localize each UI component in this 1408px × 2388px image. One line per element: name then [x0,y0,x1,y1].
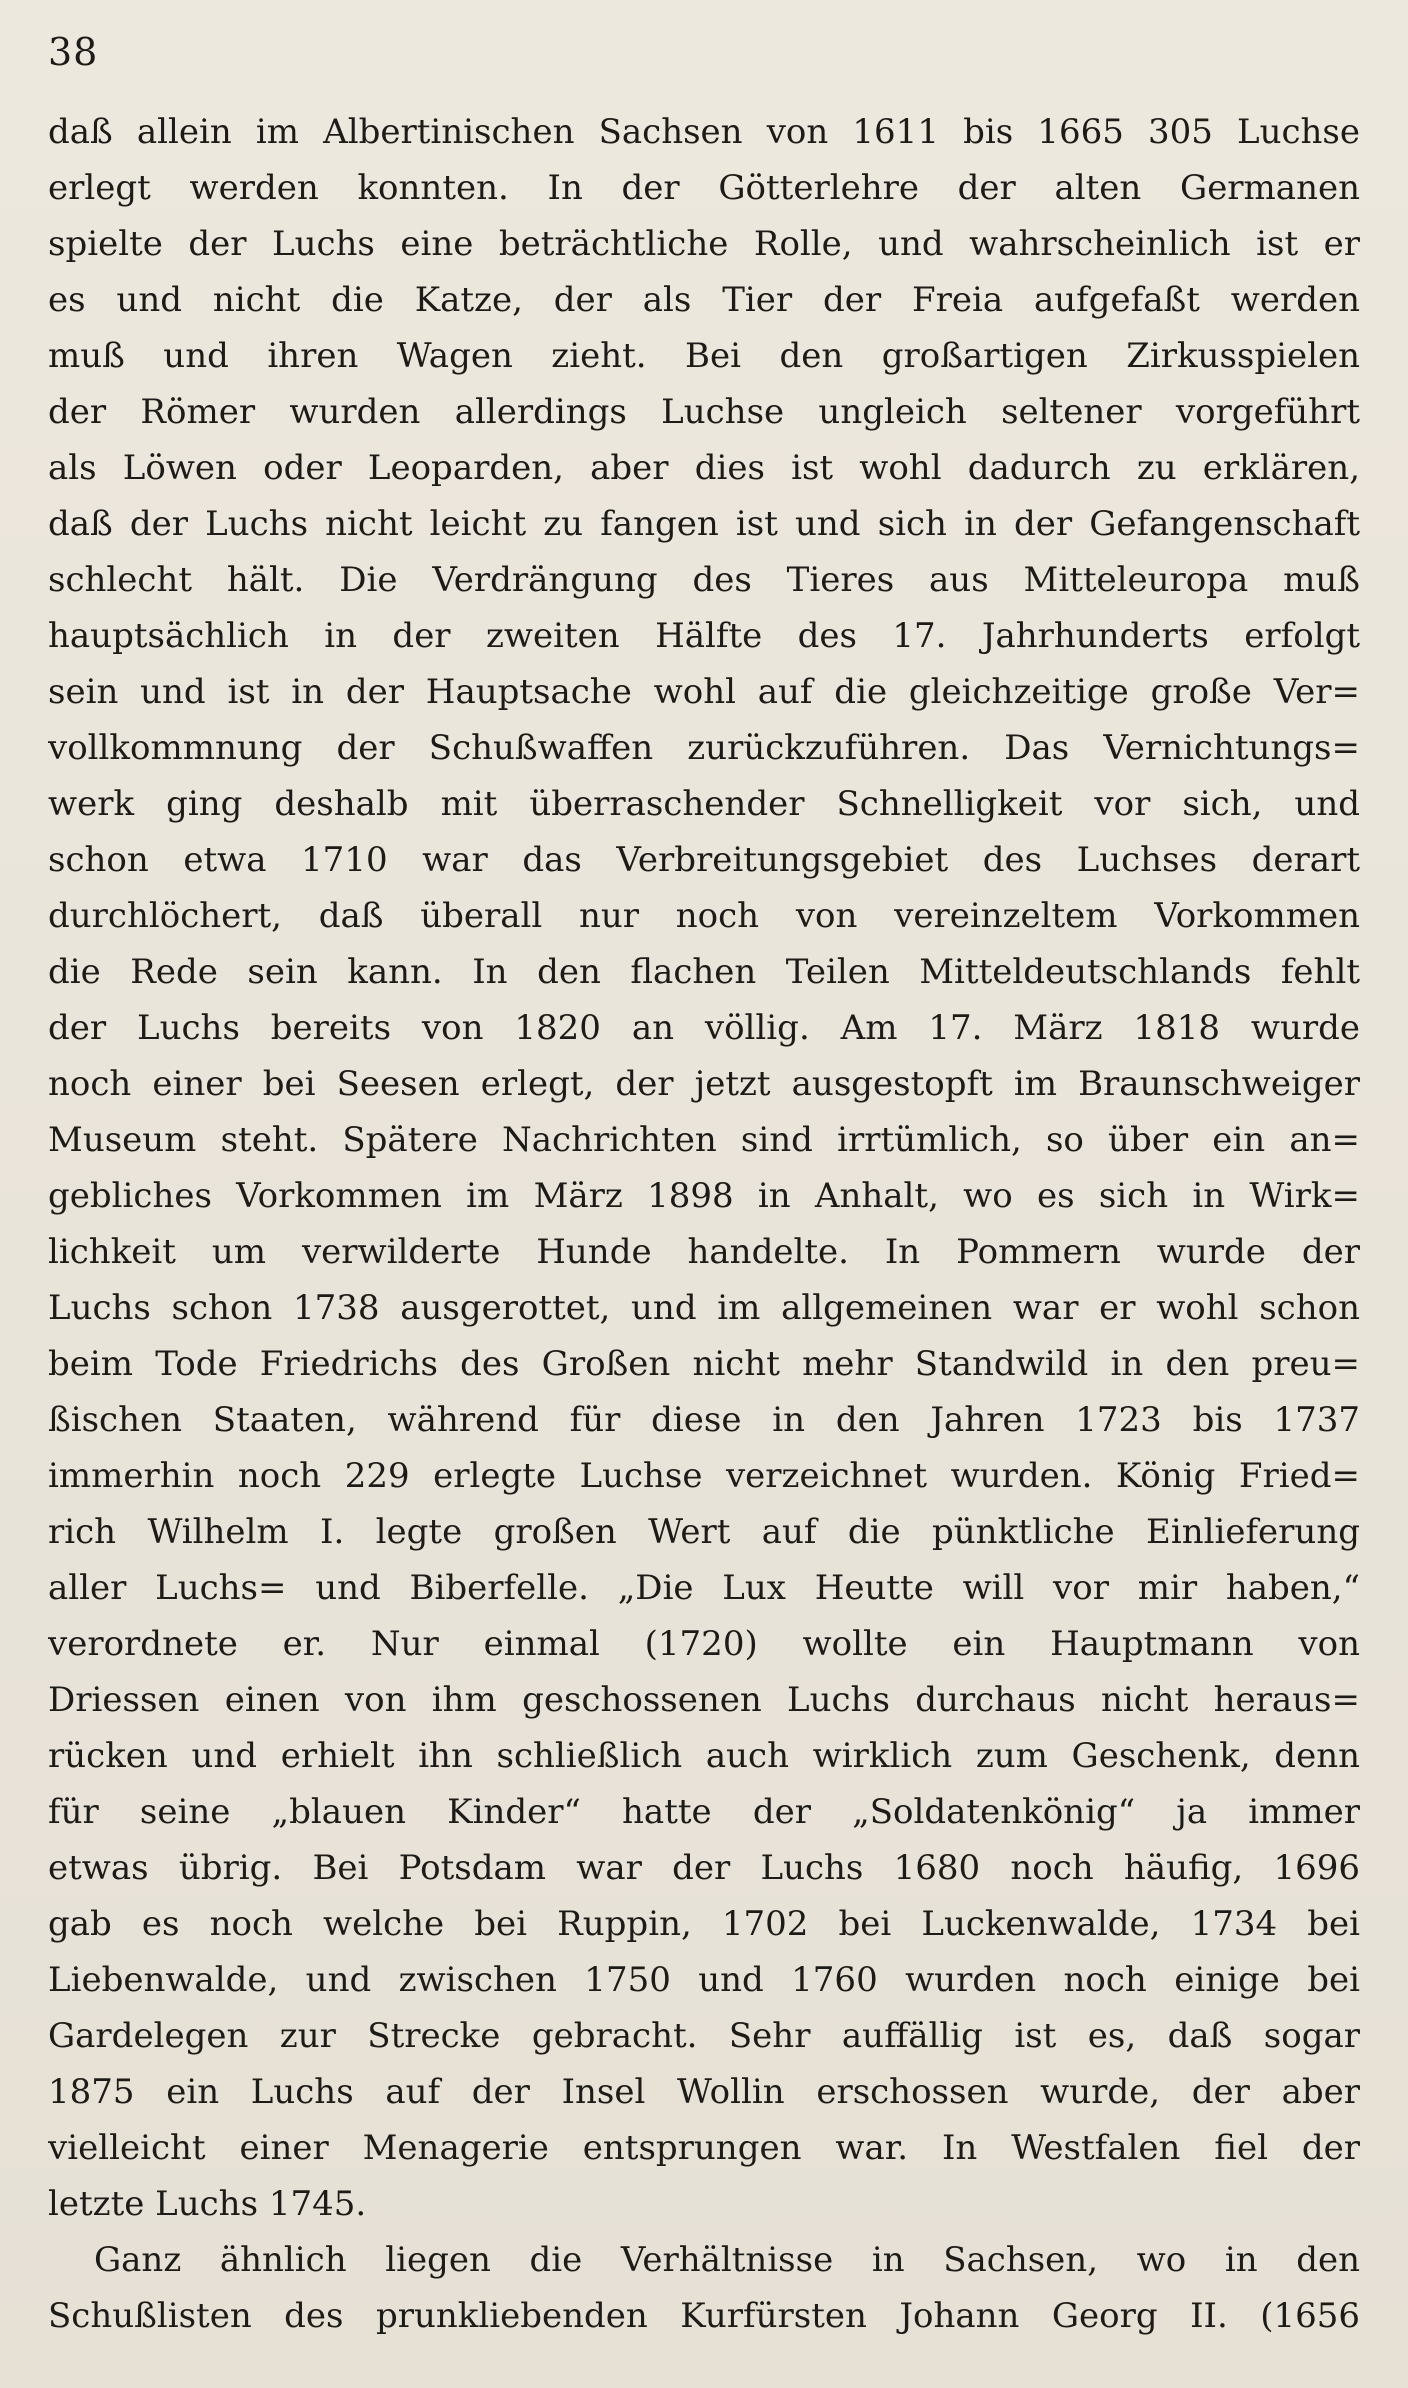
text-line: daß der Luchs nicht leicht zu fangen ist und sich in der Gefangenschaft [48,504,1360,544]
text-line: schlecht hält. Die Verdrängung des Tieres aus Mitteleuropa muß [48,560,1360,600]
text-line: ßischen Staaten, während für diese in den Jahren 1723 bis 1737 [48,1400,1360,1440]
text-line: rücken und erhielt ihn schließlich auch wirklich zum Geschenk, denn [48,1736,1360,1776]
text-line: es und nicht die Katze, der als Tier der Freia aufgefaßt werden [48,280,1360,320]
text-line: muß und ihren Wagen zieht. Bei den großartigen Zirkusspielen [48,336,1360,376]
text-line: Luchs schon 1738 ausgerottet, und im allgemeinen war er wohl schon [48,1288,1360,1328]
text-line: als Löwen oder Leoparden, aber dies ist wohl dadurch zu erklären, [48,448,1360,488]
text-line: Liebenwalde, und zwischen 1750 und 1760 wurden noch einige bei [48,1960,1360,2000]
text-line: gab es noch welche bei Ruppin, 1702 bei Luckenwalde, 1734 bei [48,1904,1360,1944]
text-line: beim Tode Friedrichs des Großen nicht mehr Standwild in den preu= [48,1344,1360,1384]
text-line: Driessen einen von ihm geschossenen Luchs durchaus nicht heraus= [48,1680,1360,1720]
text-line: etwas übrig. Bei Potsdam war der Luchs 1680 noch häufig, 1696 [48,1848,1360,1888]
text-line: werk ging deshalb mit überraschender Schnelligkeit vor sich, und [48,784,1360,824]
text-line: Ganz ähnlich liegen die Verhältnisse in Sachsen, wo in den [94,2240,1360,2280]
text-line: der Römer wurden allerdings Luchse ungleich seltener vorgeführt [48,392,1360,432]
text-line: der Luchs bereits von 1820 an völlig. Am 17. März 1818 wurde [48,1008,1360,1048]
body-text [48,104,1360,2344]
text-line: vollkommnung der Schußwaffen zurückzuführen. Das Vernichtungs= [48,728,1360,768]
text-line: sein und ist in der Hauptsache wohl auf die gleichzeitige große Ver= [48,672,1360,712]
text-line: spielte der Luchs eine beträchtliche Rolle, und wahrscheinlich ist er [48,224,1360,264]
text-line: vielleicht einer Menagerie entsprungen war. In Westfalen fiel der [48,2128,1360,2168]
text-line: gebliches Vorkommen im März 1898 in Anhalt, wo es sich in Wirk= [48,1176,1360,1216]
text-line: für seine „blauen Kinder“ hatte der „Soldatenkönig“ ja immer [48,1792,1360,1832]
paragraph [48,104,1360,2232]
text-line: die Rede sein kann. In den flachen Teilen Mitteldeutschlands fehlt [48,952,1360,992]
text-line: rich Wilhelm I. legte großen Wert auf die pünktliche Einlieferung [48,1512,1360,1552]
text-line: lichkeit um verwilderte Hunde handelte. In Pommern wurde der [48,1232,1360,1272]
paragraph [48,2232,1360,2344]
text-line: hauptsächlich in der zweiten Hälfte des 17. Jahrhunderts erfolgt [48,616,1360,656]
text-line: Museum steht. Spätere Nachrichten sind irrtümlich, so über ein an= [48,1120,1360,1160]
text-line: aller Luchs= und Biberfelle. „Die Lux Heutte will vor mir haben,“ [48,1568,1360,1608]
text-line: erlegt werden konnten. In der Götterlehre der alten Germanen [48,168,1360,208]
text-line: durchlöchert, daß überall nur noch von vereinzeltem Vorkommen [48,896,1360,936]
text-line: immerhin noch 229 erlegte Luchse verzeichnet wurden. König Fried= [48,1456,1360,1496]
text-line: letzte Luchs 1745. [48,2184,367,2224]
text-line: verordnete er. Nur einmal (1720) wollte ein Hauptmann von [48,1624,1360,1664]
page-number: 38 [48,30,99,74]
text-line: schon etwa 1710 war das Verbreitungsgebiet des Luchses derart [48,840,1360,880]
text-line: daß allein im Albertinischen Sachsen von 1611 bis 1665 305 Luchse [48,112,1360,152]
text-line: Schußlisten des prunkliebenden Kurfürsten Johann Georg II. (1656 [48,2296,1360,2336]
text-line: Gardelegen zur Strecke gebracht. Sehr auffällig ist es, daß sogar [48,2016,1360,2056]
text-line: noch einer bei Seesen erlegt, der jetzt ausgestopft im Braunschweiger [48,1064,1360,1104]
text-line: 1875 ein Luchs auf der Insel Wollin erschossen wurde, der aber [48,2072,1360,2112]
